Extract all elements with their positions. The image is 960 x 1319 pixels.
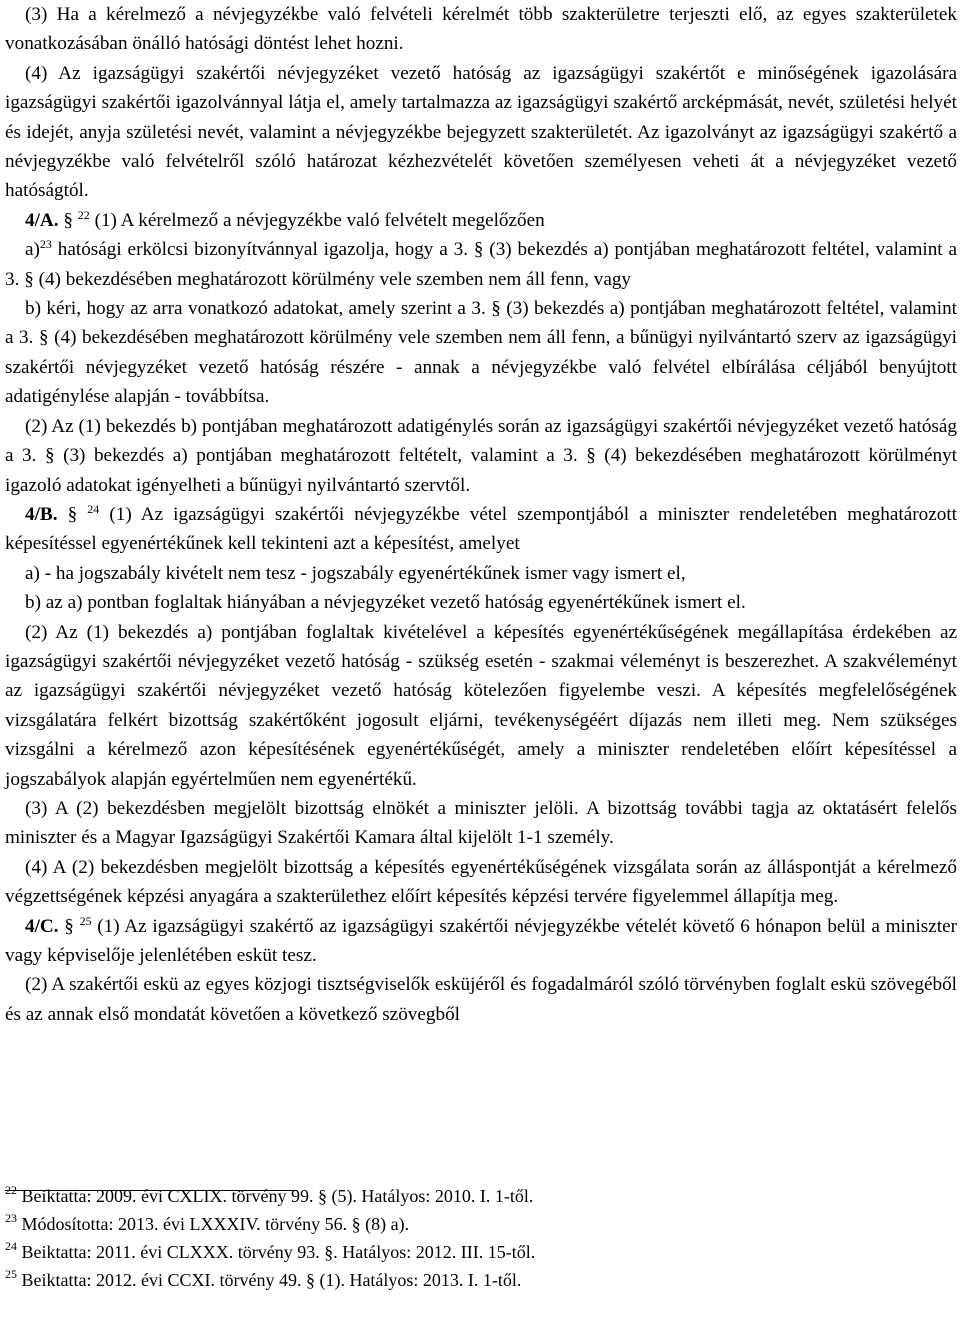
footnote-text: Beiktatta: 2009. évi CXLIX. törvény 99. § (5). Hatályos: 2010. I. 1-től. xyxy=(17,1186,534,1206)
paragraph-text: (1) Az igazságügyi szakértői névjegyzékbe vétel szempontjából a miniszter rendeletében meghatározott képesítéssel egyenértékűnek kell tekinteni azt a képesítést, amelyet xyxy=(5,503,957,555)
section-number: 4/C. xyxy=(25,915,59,937)
section-symbol: § xyxy=(67,503,78,525)
footnote xyxy=(5,1182,905,1210)
footnote-number: 25 xyxy=(5,1267,17,1281)
paragraph: (3) Ha a kérelmező a névjegyzékbe való felvételi kérelmét több szakterületre terjeszti elő, az egyes szakterületek vonatkozásában önálló hatósági döntést lehet hozni. xyxy=(5,4,957,55)
paragraph: (2) A szakértői eskü az egyes közjogi tisztségviselők esküjéről és fogadalmáról szóló törvényben foglalt eskü szövegéből és az annak első mondatát követően a következő szövegből xyxy=(5,974,957,1025)
footnote-text: Beiktatta: 2012. évi CCXI. törvény 49. § (1). Hatályos: 2013. I. 1-től. xyxy=(17,1270,522,1290)
footnote xyxy=(5,1238,905,1266)
footnote-ref[interactable]: 25 xyxy=(79,913,92,928)
section-4a-heading xyxy=(5,206,957,235)
paragraph: (2) Az (1) bekezdés b) pontjában meghatározott adatigénylés során az igazságügyi szakértői névjegyzéket vezető hatóság a 3. § (3) bekezdés a) pontjában meghatározott feltételt, valamint a 3. § (4) bekezdésében meghatározott körülményt igazoló adatokat igényelheti a bűnügyi nyilvántartó szervtől. xyxy=(5,415,957,496)
footnote-text: Módosította: 2013. évi LXXXIV. törvény 56. § (8) a). xyxy=(17,1214,410,1234)
paragraph-text: (1) A kérelmező a névjegyzékbe való felvételt megelőzően xyxy=(89,209,545,231)
footnote-number: 23 xyxy=(5,1211,17,1225)
footnote-text: Beiktatta: 2011. évi CLXXX. törvény 93. §. Hatályos: 2012. III. 15-től. xyxy=(17,1242,536,1262)
paragraph: (4) Az igazságügyi szakértői névjegyzéket vezető hatóság az igazságügyi szakértőt e minőségének igazolására igazságügyi szakértői igazolvánnyal látja el, amely tartalmazza az igazságügyi szakértő arcképmását, nevét, születési helyét és idejét, anyja születési nevét, valamint a névjegyzékbe bejegyzett szakterületét. Az igazolványt az igazságügyi szakértő a névjegyzékbe való felvételről szóló határozat kézhezvételét követően személyesen veheti át a névjegyzéket vezető hatóságtól. xyxy=(5,62,957,202)
paragraph: (4) A (2) bekezdésben megjelölt bizottság a képesítés egyenértékűségének vizsgálata során az álláspontját a kérelmező végzettségének képzési anyagára a szakterülethez előírt képesítés képzési tervére figyelemmel állapítja meg. xyxy=(5,856,957,908)
paragraph-text: (1) Az igazságügyi szakértő az igazságügyi szakértői névjegyzékbe vételét követő 6 hónapon belül a miniszter vagy képviselője jelenlétében esküt tesz. xyxy=(5,915,958,966)
list-prefix: a) xyxy=(25,239,40,261)
section-symbol: § xyxy=(64,915,74,937)
list-item: a) - ha jogszabály kivételt nem tesz - jogszabály egyenértékűnek ismer vagy ismert el, xyxy=(25,562,686,584)
list-item-text: hatósági erkölcsi bizonyítvánnyal igazolja, hogy a 3. § (3) bekezdés a) pontjában meghatározott feltétel, valamint a 3. § (4) bekezdésében meghatározott körülmény vele szemben nem áll fenn, vagy xyxy=(5,239,957,290)
section-4c-heading xyxy=(5,912,957,971)
footnote-ref[interactable]: 23 xyxy=(39,237,52,252)
footnote xyxy=(5,1266,905,1294)
footnote-ref[interactable]: 22 xyxy=(77,207,90,222)
section-number: 4/A. xyxy=(25,209,59,231)
list-item: b) kéri, hogy az arra vonatkozó adatokat, amely szerint a 3. § (3) bekezdés a) pontjában meghatározott feltétel, valamint a 3. § (4) bekezdésében meghatározott körülmény vele szemben nem áll fenn, a bűnügyi nyilvántartó szerv az igazságügyi szakértői névjegyzéket vezető hatóság részére - annak a névjegyzékbe való felvétel elbírálása céljából benyújtott adatigénylése alapján - továbbítsa. xyxy=(5,298,957,408)
footnote-number: 22 xyxy=(5,1183,17,1197)
section-4b-heading xyxy=(5,500,957,559)
section-symbol: § xyxy=(63,209,73,231)
paragraph: (3) A (2) bekezdésben megjelölt bizottság elnökét a miniszter jelöli. A bizottság további tagja az oktatásért felelős miniszter és a Magyar Igazságügyi Szakértői Kamara által kijelölt 1-1 személy. xyxy=(5,797,957,849)
list-item xyxy=(5,235,957,294)
footnote-ref[interactable]: 24 xyxy=(87,501,100,516)
footnote xyxy=(5,1210,905,1238)
paragraph: (2) Az (1) bekezdés a) pontjában foglaltak kivételével a képesítés egyenértékűségének megállapítása érdekében az igazságügyi szakértői névjegyzéket vezető hatóság - szükség esetén - szakmai véleményt is beszerezhet. A szakvéleményt az igazságügyi szakértői névjegyzéket vezető hatóság kötelezően figyelembe veszi. A képesítés megfelelőségének vizsgálatára felkért bizottság szakértőként jogosult eljárni, tevékenységéért díjazás nem illeti meg. Nem szükséges vizsgálni a kérelmező azon képesítésének egyenértékűségét, amely a miniszter rendeletében előírt képesítéssel a jogszabályok alapján egyértelműen nem egyenértékű. xyxy=(5,621,957,790)
body-text xyxy=(5,0,957,1029)
list-item: b) az a) pontban foglaltak hiányában a névjegyzéket vezető hatóság egyenértékűnek ismert el. xyxy=(25,592,746,614)
section-number: 4/B. xyxy=(25,503,58,525)
footnote-number: 24 xyxy=(5,1239,17,1253)
footnotes xyxy=(5,1182,905,1294)
